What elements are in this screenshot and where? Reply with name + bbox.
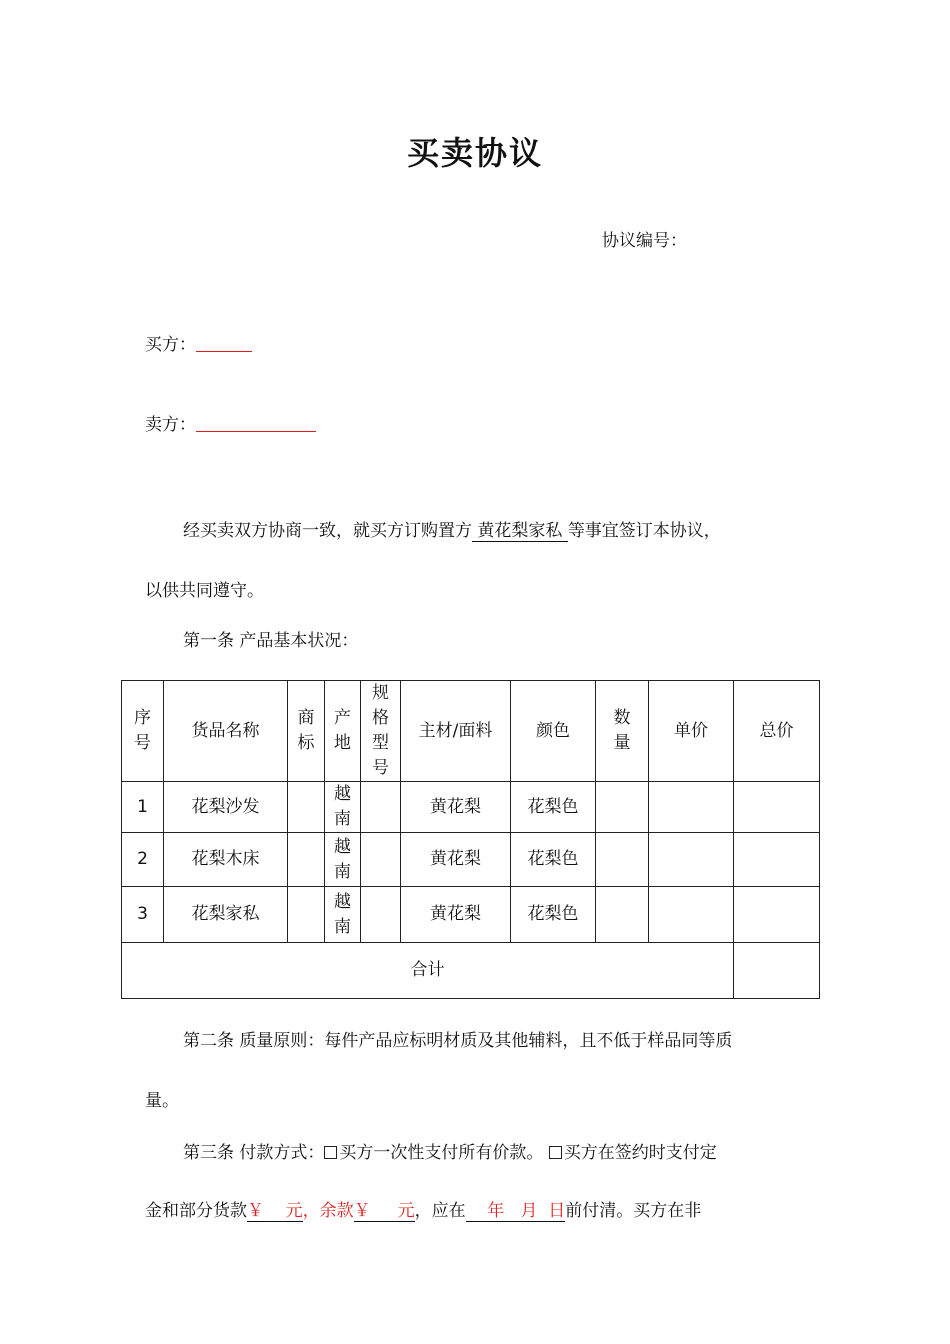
header-brand: 商标 bbox=[288, 681, 325, 782]
article-3-text-a: 金和部分货款 bbox=[145, 1201, 247, 1221]
row-material: 黄花梨 bbox=[401, 887, 511, 943]
row-brand bbox=[288, 833, 325, 887]
article-3-prefix: 第三条 付款方式： bbox=[183, 1143, 325, 1163]
seller-label: 卖方： bbox=[145, 415, 196, 435]
table-row bbox=[122, 833, 820, 887]
intro-product: 黄花梨家私 bbox=[472, 521, 568, 541]
table-total-row bbox=[122, 943, 820, 999]
row-material: 黄花梨 bbox=[401, 782, 511, 833]
deposit-amount: ￥ 元 bbox=[247, 1201, 303, 1221]
header-seq: 序号 bbox=[122, 681, 164, 782]
total-value bbox=[734, 943, 820, 999]
article-3-text-b: ，应在 bbox=[414, 1201, 466, 1221]
table-row bbox=[122, 887, 820, 943]
article-3-line2 bbox=[145, 1196, 701, 1221]
row-seq: 1 bbox=[122, 782, 164, 833]
header-material: 主材/面料 bbox=[401, 681, 511, 782]
product-table bbox=[121, 680, 820, 999]
row-unit-price bbox=[649, 833, 734, 887]
header-spec: 规格型号 bbox=[361, 681, 401, 782]
intro-text-2: 等事宜签订本协议， bbox=[567, 521, 721, 541]
total-label: 合计 bbox=[122, 943, 734, 999]
header-name: 货品名称 bbox=[164, 681, 288, 782]
header-unit-price: 单价 bbox=[649, 681, 734, 782]
intro-text-1: 经买卖双方协商一致，就买方订购置方 bbox=[183, 521, 472, 541]
row-origin: 越南 bbox=[325, 782, 361, 833]
seller-blank bbox=[196, 415, 316, 432]
article-3-line1 bbox=[183, 1138, 717, 1163]
buyer-blank bbox=[196, 335, 252, 352]
row-spec bbox=[361, 833, 401, 887]
article-2-line1: 第二条 质量原则：每件产品应标明材质及其他辅料，且不低于样品同等质 bbox=[183, 1031, 733, 1051]
article-1-heading: 第一条 产品基本状况： bbox=[183, 631, 359, 651]
row-total-price bbox=[734, 887, 820, 943]
row-qty bbox=[596, 887, 649, 943]
row-unit-price bbox=[649, 887, 734, 943]
row-spec bbox=[361, 887, 401, 943]
row-brand bbox=[288, 887, 325, 943]
payment-option-1: 买方一次性支付所有价款。 bbox=[339, 1143, 544, 1163]
agreement-number-label: 协议编号： bbox=[602, 231, 687, 251]
row-qty bbox=[596, 782, 649, 833]
article-3-text-c: 前付清。买方在非 bbox=[565, 1201, 702, 1221]
balance-label: ，余款 bbox=[302, 1201, 354, 1221]
row-name: 花梨沙发 bbox=[164, 782, 288, 833]
payment-date: 年 月 日 bbox=[465, 1201, 566, 1221]
row-brand bbox=[288, 782, 325, 833]
row-origin: 越南 bbox=[325, 833, 361, 887]
row-origin: 越南 bbox=[325, 887, 361, 943]
balance-amount: ￥ 元 bbox=[353, 1201, 415, 1221]
table-row bbox=[122, 782, 820, 833]
document-title: 买卖协议 bbox=[406, 134, 543, 172]
intro-paragraph-line1 bbox=[183, 516, 721, 541]
seller-line bbox=[145, 410, 316, 435]
header-total-price: 总价 bbox=[734, 681, 820, 782]
payment-option-2: 买方在签约时支付定 bbox=[563, 1143, 717, 1163]
header-qty: 数量 bbox=[596, 681, 649, 782]
article-2-line2: 量。 bbox=[145, 1091, 179, 1111]
buyer-line bbox=[145, 330, 252, 355]
intro-paragraph-line2: 以供共同遵守。 bbox=[145, 581, 264, 601]
row-material: 黄花梨 bbox=[401, 833, 511, 887]
header-color: 颜色 bbox=[511, 681, 596, 782]
buyer-label: 买方： bbox=[145, 335, 196, 355]
row-total-price bbox=[734, 833, 820, 887]
checkbox-icon[interactable] bbox=[549, 1146, 562, 1159]
row-name: 花梨木床 bbox=[164, 833, 288, 887]
row-color: 花梨色 bbox=[511, 887, 596, 943]
row-seq: 3 bbox=[122, 887, 164, 943]
table-header-row bbox=[122, 681, 820, 782]
row-color: 花梨色 bbox=[511, 833, 596, 887]
row-color: 花梨色 bbox=[511, 782, 596, 833]
row-seq: 2 bbox=[122, 833, 164, 887]
row-total-price bbox=[734, 782, 820, 833]
row-name: 花梨家私 bbox=[164, 887, 288, 943]
header-origin: 产地 bbox=[325, 681, 361, 782]
row-spec bbox=[361, 782, 401, 833]
row-unit-price bbox=[649, 782, 734, 833]
row-qty bbox=[596, 833, 649, 887]
checkbox-icon[interactable] bbox=[324, 1146, 337, 1159]
